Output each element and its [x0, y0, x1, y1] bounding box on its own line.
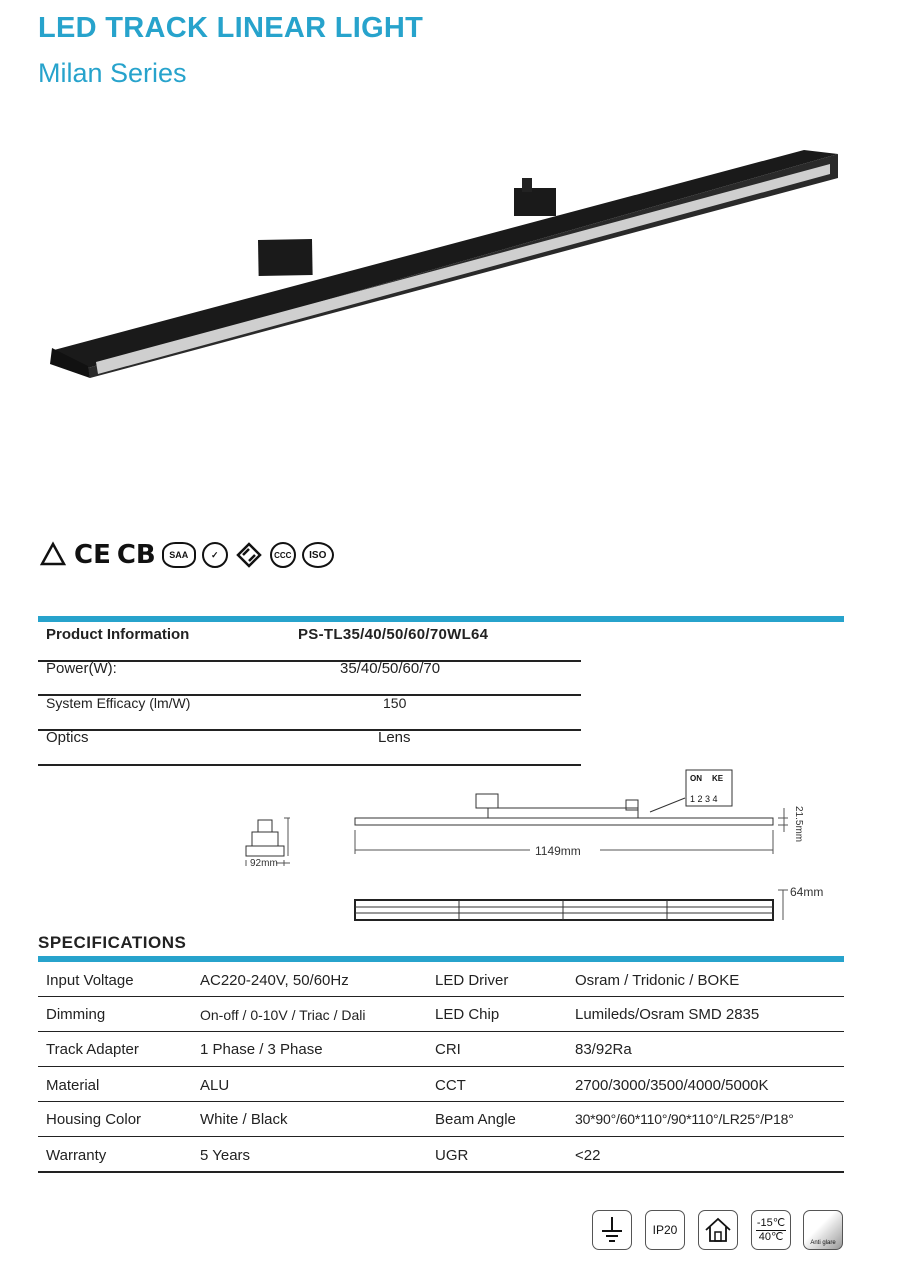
dip-on-label: ON: [690, 774, 702, 783]
tuv-rheinland-icon: [38, 540, 68, 570]
cb-icon: CB: [116, 540, 156, 570]
spec-key: UGR: [435, 1147, 469, 1164]
product-model: PS-TL35/40/50/60/70WL64: [298, 625, 489, 643]
spec-key: Housing Color: [46, 1111, 142, 1128]
product-image: [40, 140, 850, 390]
spec-row: [38, 1137, 844, 1172]
spec-value: Osram / Tridonic / BOKE: [575, 972, 740, 989]
spec-key: Track Adapter: [46, 1041, 139, 1058]
spec-row: [38, 996, 844, 1031]
spec-value: 83/92Ra: [575, 1041, 632, 1058]
row-label: System Efficacy (lm/W): [46, 695, 191, 711]
spec-value: <22: [575, 1147, 601, 1164]
ccc-icon: CCC: [270, 542, 296, 568]
earth-ground-icon: [592, 1210, 632, 1250]
kc-icon: [234, 540, 264, 570]
anti-glare-icon: [803, 1210, 843, 1250]
length-label: 1149mm: [535, 844, 581, 858]
row-label: Optics: [46, 728, 89, 746]
page-title: LED TRACK LINEAR LIGHT: [38, 12, 424, 44]
divider: [38, 660, 581, 662]
spec-key: Dimming: [46, 1006, 106, 1023]
spec-value: On-off / 0-10V / Triac / Dali: [200, 1007, 366, 1023]
height-label: 21.5mm: [793, 806, 804, 843]
spec-key: Material: [46, 1077, 100, 1094]
divider: [38, 764, 581, 766]
dip-numbers: 1 2 3 4: [690, 794, 718, 804]
temp-high: 40℃: [756, 1230, 786, 1244]
spec-value: 5 Years: [200, 1147, 251, 1164]
top-view: [355, 885, 823, 920]
spec-value: 1 Phase / 3 Phase: [200, 1041, 323, 1058]
divider: [38, 729, 581, 731]
spec-key: LED Driver: [435, 972, 509, 989]
spec-row: [38, 962, 844, 997]
spec-key: CCT: [435, 1077, 466, 1094]
product-info-bar: [38, 616, 844, 622]
certification-logos: [38, 540, 334, 570]
spec-row: [38, 1101, 844, 1136]
end-view: [246, 818, 290, 869]
spec-key: Warranty: [46, 1147, 107, 1164]
ip20-badge: IP20: [645, 1210, 685, 1250]
spec-value: 2700/3000/3500/4000/5000K: [575, 1077, 769, 1094]
saa-icon: SAA: [162, 542, 196, 568]
side-view: [355, 770, 804, 858]
row-value: 35/40/50/60/70: [340, 659, 441, 677]
dimension-drawing: [240, 768, 860, 933]
spec-row: [38, 1031, 844, 1066]
spec-value: ALU: [200, 1077, 230, 1094]
spec-key: LED Chip: [435, 1006, 500, 1023]
iso-icon: ISO: [302, 542, 334, 568]
row-label: Power(W):: [46, 659, 117, 677]
top-width-label: 64mm: [790, 885, 824, 899]
series-subtitle: Milan Series: [38, 58, 187, 88]
specifications-title: SPECIFICATIONS: [38, 933, 187, 952]
spec-value: AC220-240V, 50/60Hz: [200, 972, 349, 989]
spec-value: Lumileds/Osram SMD 2835: [575, 1006, 760, 1023]
temp-low: -15℃: [756, 1216, 786, 1229]
ce-icon: CE: [74, 540, 111, 570]
rohs-icon: ✓: [202, 542, 228, 568]
indoor-use-icon: [698, 1210, 738, 1250]
spec-key: Input Voltage: [46, 972, 134, 989]
product-info-label: Product Information: [46, 625, 190, 643]
spec-key: Beam Angle: [435, 1111, 516, 1128]
row-value: Lens: [378, 728, 411, 746]
spec-row: [38, 1067, 844, 1102]
divider: [38, 1171, 844, 1173]
spec-key: CRI: [435, 1041, 461, 1058]
end-width-label: 92mm: [250, 858, 278, 869]
dip-ke-label: KE: [712, 774, 724, 783]
spec-value: White / Black: [200, 1111, 288, 1128]
spec-value: 30*90°/60*110°/90*110°/LR25°/P18°: [575, 1111, 794, 1127]
temperature-range-badge: [751, 1210, 791, 1250]
anti-glare-label: Anti glare: [810, 1240, 836, 1246]
row-value: 150: [383, 695, 407, 711]
